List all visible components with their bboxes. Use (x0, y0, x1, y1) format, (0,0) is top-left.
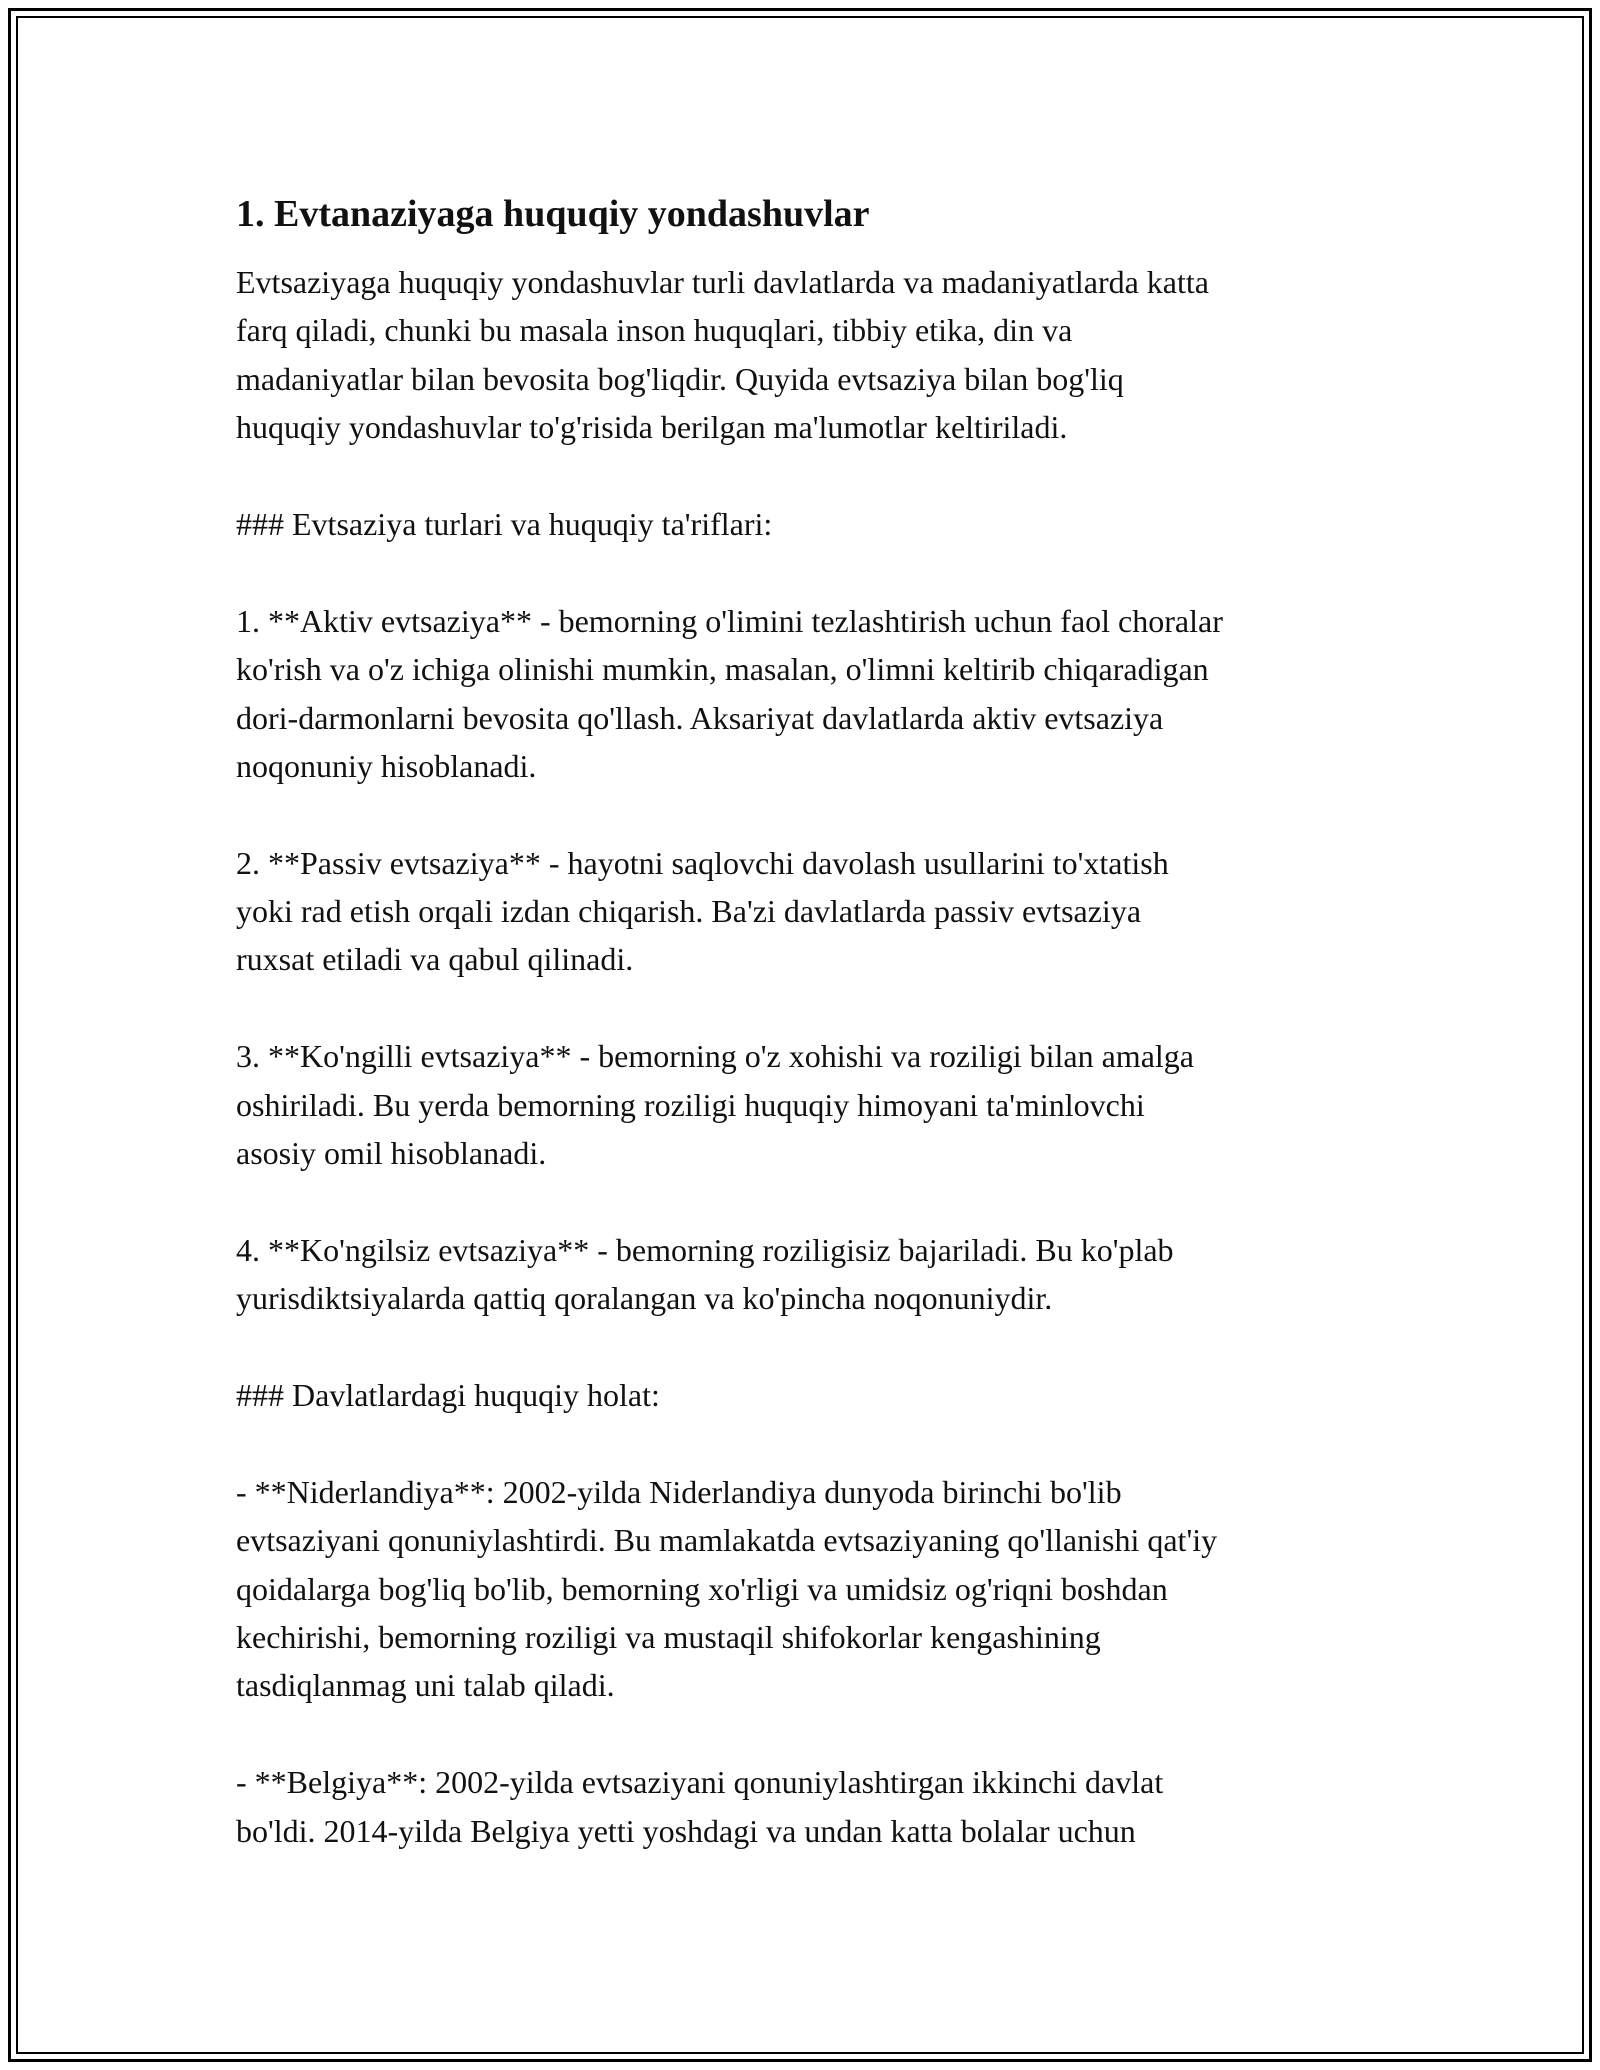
text-line: huquqiy yondashuvlar to'g'risida berilgan ma'lumotlar keltiriladi. (236, 409, 1068, 446)
text-line: ko'rish va o'z ichiga olinishi mumkin, masalan, o'limni keltirib chiqaradigan (236, 651, 1209, 688)
text-line: ruxsat etiladi va qabul qilinadi. (236, 941, 634, 978)
text-line: madaniyatlar bilan bevosita bog'liqdir. Quyida evtsaziya bilan bog'liq (236, 360, 1124, 397)
section-heading-types: ### Evtsaziya turlari va huquqiy ta'riflari: (236, 505, 773, 542)
text-line: farq qiladi, chunki bu masala inson huquqlari, tibbiy etika, din va (236, 312, 1073, 349)
text-line: - **Belgiya**: 2002-yilda evtsaziyani qonuniylashtirgan ikkinchi davlat (236, 1764, 1164, 1801)
text-line: 1. **Aktiv evtsaziya** - bemorning o'limini tezlashtirish uchun faol choralar (236, 602, 1223, 639)
list-item-belgium (236, 1758, 1386, 1855)
list-item-voluntary-euthanasia (236, 1032, 1386, 1177)
text-line: - **Niderlandiya**: 2002-yilda Niderlandiya dunyoda birinchi bo'lib (236, 1473, 1122, 1510)
list-item-involuntary-euthanasia (236, 1226, 1386, 1323)
list-item-netherlands (236, 1468, 1386, 1710)
list-item-passive-euthanasia (236, 839, 1386, 984)
text-line: bo'ldi. 2014-yilda Belgiya yetti yoshdagi va undan katta bolalar uchun (236, 1812, 1136, 1849)
text-line: qoidalarga bog'liq bo'lib, bemorning xo'rligi va umidsiz og'riqni boshdan (236, 1570, 1168, 1607)
text-line: yurisdiktsiyalarda qattiq qoralangan va ko'pincha noqonuniydir. (236, 1280, 1053, 1317)
text-line: evtsaziyani qonuniylashtirdi. Bu mamlakatda evtsaziyaning qo'llanishi qat'iy (236, 1522, 1218, 1559)
document-title: 1. Evtanaziyaga huquqiy yondashuvlar (236, 193, 870, 235)
text-line: noqonuniy hisoblanadi. (236, 747, 537, 784)
list-item-active-euthanasia (236, 597, 1386, 791)
section-heading-states: ### Davlatlardagi huquqiy holat: (236, 1376, 660, 1413)
document-body (236, 188, 1386, 1855)
text-line: 4. **Ko'ngilsiz evtsaziya** - bemorning roziligisiz bajariladi. Bu ko'plab (236, 1231, 1174, 1268)
text-line: Evtsaziyaga huquqiy yondashuvlar turli davlatlarda va madaniyatlarda katta (236, 264, 1209, 300)
text-line: asosiy omil hisoblanadi. (236, 1135, 547, 1172)
text-line: oshiriladi. Bu yerda bemorning roziligi huquqiy himoyani ta'minlovchi (236, 1086, 1145, 1123)
intro-paragraph (236, 258, 1386, 452)
text-line: kechirishi, bemorning roziligi va mustaqil shifokorlar kengashining (236, 1618, 1101, 1655)
text-line: yoki rad etish orqali izdan chiqarish. Ba'zi davlatlarda passiv evtsaziya (236, 893, 1142, 930)
text-line: 3. **Ko'ngilli evtsaziya** - bemorning o'z xohishi va roziligi bilan amalga (236, 1038, 1194, 1075)
text-line: 2. **Passiv evtsaziya** - hayotni saqlovchi davolash usullarini to'xtatish (236, 844, 1169, 881)
text-line: dori-darmonlarni bevosita qo'llash. Aksariyat davlatlarda aktiv evtsaziya (236, 699, 1164, 736)
text-line: tasdiqlanmag uni talab qiladi. (236, 1667, 615, 1704)
